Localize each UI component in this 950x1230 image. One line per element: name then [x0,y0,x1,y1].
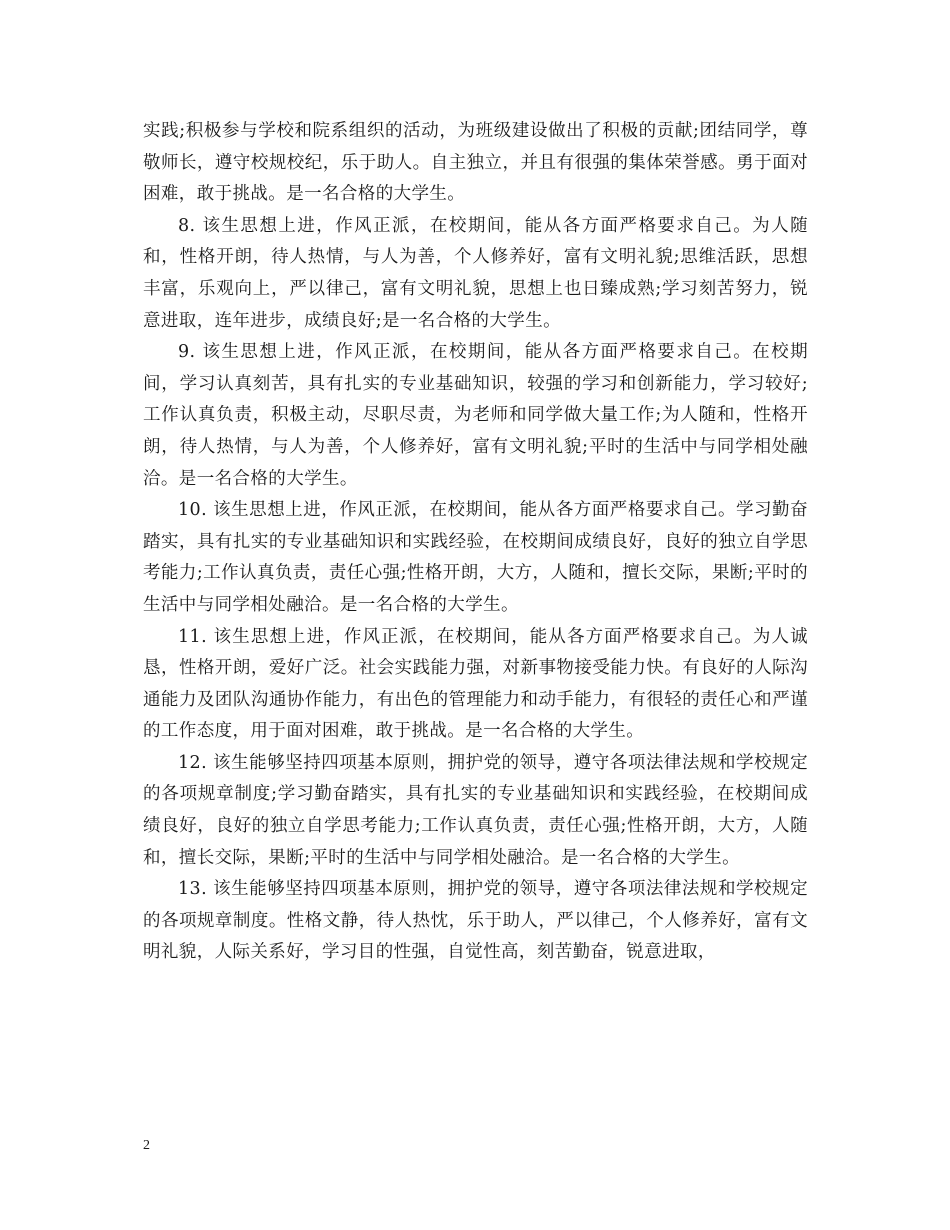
paragraph-item-12: 12. 该生能够坚持四项基本原则，拥护党的领导，遵守各项法律法规和学校规定的各项规章制度;学习勤奋踏实，具有扎实的专业基础知识和实践经验，在校期间成绩良好，良好的独立自学思考能力;工作认真负责，责任心强;性格开朗，大方，人随和，擅长交际，果断;平时的生活中与同学相处融洽。是一名合格的大学生。 [143,752,808,868]
page-number: 2 [143,1138,150,1153]
paragraph-item-13: 13. 该生能够坚持四项基本原则，拥护党的领导，遵守各项法律法规和学校规定的各项规章制度。性格文静，待人热忱，乐于助人，严以律己，个人修养好，富有文明礼貌，人际关系好，学习目的性强，自觉性高，刻苦勤奋，锐意进取， [143,879,808,963]
paragraph-item-9: 9. 该生思想上进，作风正派，在校期间，能从各方面严格要求自己。在校期间，学习认真刻苦，具有扎实的专业基础知识，较强的学习和创新能力，学习较好;工作认真负责，积极主动，尽职尽责，为老师和同学做大量工作;为人随和，性格开朗，待人热情，与人为善，个人修养好，富有文明礼貌;平时的生活中与同学相处融洽。是一名合格的大学生。 [143,342,808,489]
paragraph-item-11: 11. 该生思想上进，作风正派，在校期间，能从各方面严格要求自己。为人诚恳，性格开朗，爱好广泛。社会实践能力强，对新事物接受能力快。有良好的人际沟通能力及团队沟通协作能力，有出色的管理能力和动手能力，有很轻的责任心和严谨的工作态度，用于面对困难，敢于挑战。是一名合格的大学生。 [143,626,808,742]
paragraph-item-8: 8. 该生思想上进，作风正派，在校期间，能从各方面严格要求自己。为人随和，性格开朗，待人热情，与人为善，个人修养好，富有文明礼貌;思维活跃，思想丰富，乐观向上，严以律己，富有文明礼貌，思想上也日臻成熟;学习刻苦努力，锐意进取，连年进步，成绩良好;是一名合格的大学生。 [143,215,808,331]
paragraph-item-10: 10. 该生思想上进，作风正派，在校期间，能从各方面严格要求自己。学习勤奋踏实，具有扎实的专业基础知识和实践经验，在校期间成绩良好，良好的独立自学思考能力;工作认真负责，责任心强;性格开朗，大方，人随和，擅长交际，果断;平时的生活中与同学相处融洽。是一名合格的大学生。 [143,500,808,615]
document-body [143,116,808,969]
paragraph-continuation: 实践;积极参与学校和院系组织的活动，为班级建设做出了积极的贡献;团结同学，尊敬师长，遵守校规校纪，乐于助人。自主独立，并且有很强的集体荣誉感。勇于面对困难，敢于挑战。是一名合格的大学生。 [143,121,808,205]
